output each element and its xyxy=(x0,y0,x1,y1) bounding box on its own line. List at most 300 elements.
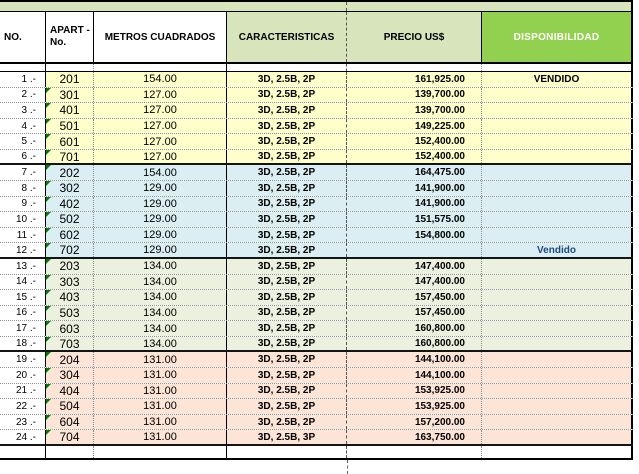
cell-no-text: 13 .- xyxy=(15,260,36,272)
table-row xyxy=(0,352,633,368)
cell-disponibilidad[interactable] xyxy=(482,415,633,430)
cell-apart-text: 203 xyxy=(59,259,80,274)
cell-precio-text: 153,925.00 xyxy=(414,400,465,412)
page-break-line xyxy=(347,460,348,474)
cell-precio-text: 157,450.00 xyxy=(414,291,465,303)
cell-apart-text: 501 xyxy=(59,119,80,134)
cell-caracteristicas[interactable] xyxy=(227,150,347,164)
cell-apart[interactable] xyxy=(46,352,94,367)
cell-no[interactable] xyxy=(0,415,46,430)
comment-indicator-icon xyxy=(46,197,51,202)
cell-metros-text: 134.00 xyxy=(143,260,177,273)
comment-indicator-icon xyxy=(46,321,51,326)
cell-disponibilidad[interactable] xyxy=(482,119,633,134)
cell-apart[interactable] xyxy=(46,415,94,430)
spacer-cell[interactable] xyxy=(94,64,227,71)
cell-apart-text: 202 xyxy=(59,165,80,180)
cell-disponibilidad[interactable] xyxy=(482,259,633,274)
cell-no[interactable] xyxy=(0,103,46,118)
cell-caracteristicas[interactable] xyxy=(227,165,347,180)
cell-disponibilidad[interactable] xyxy=(482,243,633,257)
cell-metros[interactable] xyxy=(94,150,227,164)
cell-precio-text: 139,700.00 xyxy=(414,104,465,116)
spacer-row-bottom xyxy=(0,446,633,460)
comment-indicator-icon xyxy=(46,275,51,280)
cell-metros[interactable] xyxy=(94,88,227,103)
comment-indicator-icon xyxy=(46,415,51,420)
table-row xyxy=(0,430,633,446)
top-strip-left xyxy=(0,2,347,11)
cell-metros-text: 131.00 xyxy=(143,353,177,366)
cell-precio[interactable] xyxy=(347,415,482,430)
table-row xyxy=(0,259,633,275)
cell-metros-text: 127.00 xyxy=(143,150,177,163)
cell-disponibilidad-text: VENDIDO xyxy=(533,73,580,85)
header-no[interactable]: NO. xyxy=(0,12,46,62)
cell-caracteristicas[interactable] xyxy=(227,368,347,383)
cell-apart-text: 602 xyxy=(59,228,80,243)
cell-no[interactable] xyxy=(0,321,46,336)
cell-metros-text: 129.00 xyxy=(143,197,177,210)
cell-metros-text: 129.00 xyxy=(143,244,177,257)
cell-precio[interactable] xyxy=(347,228,482,243)
cell-precio-text: 152,400.00 xyxy=(414,151,465,163)
cell-precio[interactable] xyxy=(347,337,482,351)
cell-no-text: 21 .- xyxy=(15,385,36,397)
cell-apart-text: 201 xyxy=(59,72,80,87)
cell-apart-text: 703 xyxy=(59,336,80,351)
cell-metros-text: 131.00 xyxy=(143,416,177,428)
header-disponibilidad[interactable]: DISPONIBILIDAD xyxy=(482,12,633,62)
cell-no[interactable] xyxy=(0,228,46,243)
cell-metros[interactable] xyxy=(94,134,227,149)
cell-disponibilidad[interactable] xyxy=(482,352,633,367)
table-row xyxy=(0,243,633,259)
cell-precio[interactable] xyxy=(347,88,482,103)
cell-metros[interactable] xyxy=(94,430,227,444)
cell-no-text: 15 .- xyxy=(15,291,36,303)
cell-caracteristicas-text: 3D, 2.5B, 2P xyxy=(257,198,316,210)
table-row xyxy=(0,181,633,197)
cell-caracteristicas[interactable] xyxy=(227,197,347,212)
cell-apart-text: 402 xyxy=(59,196,80,211)
spacer-cell[interactable] xyxy=(227,446,347,458)
cell-precio[interactable] xyxy=(347,275,482,290)
cell-disponibilidad[interactable] xyxy=(482,430,633,444)
table-row xyxy=(0,150,633,166)
spacer-cell[interactable] xyxy=(482,64,633,71)
cell-apart[interactable] xyxy=(46,197,94,212)
spacer-cell[interactable] xyxy=(94,446,227,458)
cell-metros-text: 134.00 xyxy=(143,322,177,335)
cell-caracteristicas-text: 3D, 2.5B, 2P xyxy=(257,323,316,335)
cell-precio-text: 151,575.00 xyxy=(414,213,465,225)
cell-caracteristicas[interactable] xyxy=(227,88,347,103)
cell-disponibilidad[interactable] xyxy=(482,321,633,336)
cell-precio-text: 147,400.00 xyxy=(414,260,465,272)
cell-caracteristicas[interactable] xyxy=(227,243,347,257)
comment-indicator-icon xyxy=(46,290,51,295)
cell-precio[interactable] xyxy=(347,103,482,118)
cell-precio[interactable] xyxy=(347,384,482,399)
cell-metros[interactable] xyxy=(94,399,227,414)
cell-no[interactable] xyxy=(0,150,46,164)
spacer-cell[interactable] xyxy=(347,446,482,458)
cell-caracteristicas[interactable] xyxy=(227,72,347,87)
cell-apart[interactable] xyxy=(46,430,94,444)
cell-precio[interactable] xyxy=(347,243,482,257)
cell-apart-text: 601 xyxy=(59,134,80,149)
cell-no[interactable] xyxy=(0,290,46,305)
cell-no[interactable] xyxy=(0,259,46,274)
cell-no-text: 11 .- xyxy=(16,229,36,241)
cell-no-text: 9 .- xyxy=(21,198,36,210)
cell-caracteristicas-text: 3D, 2.5B, 2P xyxy=(257,167,316,179)
cell-no-text: 3 .- xyxy=(21,104,36,116)
cell-metros[interactable] xyxy=(94,119,227,134)
cell-no-text: 10 .- xyxy=(15,213,36,225)
comment-indicator-icon xyxy=(46,103,51,108)
cell-caracteristicas-text: 3D, 2.5B, 2P xyxy=(257,244,316,256)
cell-no[interactable] xyxy=(0,368,46,383)
comment-indicator-icon xyxy=(46,243,51,248)
cell-metros[interactable] xyxy=(94,103,227,118)
header-row xyxy=(0,12,633,64)
cell-caracteristicas-text: 3D, 2.5B, 2P xyxy=(257,73,316,85)
cell-metros[interactable] xyxy=(94,165,227,180)
cell-precio[interactable] xyxy=(347,259,482,274)
table-row xyxy=(0,212,633,228)
cell-caracteristicas-text: 3D, 2.5B, 2P xyxy=(257,291,316,303)
cell-precio[interactable] xyxy=(347,150,482,164)
table-body xyxy=(0,72,639,446)
table-row xyxy=(0,228,633,244)
cell-disponibilidad[interactable] xyxy=(482,399,633,414)
cell-no-text: 5 .- xyxy=(21,136,36,148)
cell-no-text: 17 .- xyxy=(15,323,36,335)
cell-metros[interactable] xyxy=(94,212,227,227)
cell-precio[interactable] xyxy=(347,181,482,196)
cell-metros[interactable] xyxy=(94,337,227,351)
cell-no[interactable] xyxy=(0,243,46,257)
cell-apart[interactable] xyxy=(46,228,94,243)
cell-disponibilidad[interactable] xyxy=(482,275,633,290)
cell-disponibilidad[interactable] xyxy=(482,228,633,243)
comment-indicator-icon xyxy=(46,306,51,311)
cell-apart[interactable] xyxy=(46,165,94,180)
table-row xyxy=(0,337,633,353)
cell-disponibilidad[interactable] xyxy=(482,337,633,351)
cell-precio[interactable] xyxy=(347,134,482,149)
cell-no[interactable] xyxy=(0,165,46,180)
cell-apart[interactable] xyxy=(46,243,94,257)
cell-apart-text: 604 xyxy=(59,415,80,429)
cell-precio-text: 147,400.00 xyxy=(414,276,465,288)
cell-metros[interactable] xyxy=(94,352,227,367)
cell-metros-text: 129.00 xyxy=(143,213,177,226)
cell-caracteristicas[interactable] xyxy=(227,306,347,321)
table-row xyxy=(0,88,633,104)
cell-caracteristicas[interactable] xyxy=(227,103,347,118)
cell-apart[interactable] xyxy=(46,181,94,196)
cell-precio-text: 149,225.00 xyxy=(414,120,465,132)
top-strip xyxy=(0,0,633,12)
comment-indicator-icon xyxy=(46,337,51,342)
cell-metros[interactable] xyxy=(94,384,227,399)
cell-disponibilidad[interactable] xyxy=(482,384,633,399)
cell-apart-text: 704 xyxy=(59,430,80,444)
cell-precio-text: 144,100.00 xyxy=(414,354,465,366)
cell-caracteristicas-text: 3D, 2.5B, 2P xyxy=(257,385,316,397)
cell-apart-text: 701 xyxy=(59,149,80,164)
cell-metros[interactable] xyxy=(94,321,227,336)
cell-metros[interactable] xyxy=(94,415,227,430)
cell-precio[interactable] xyxy=(347,321,482,336)
cell-precio[interactable] xyxy=(347,430,482,444)
spacer-cell[interactable] xyxy=(46,64,94,71)
header-apart-line2: No. xyxy=(50,37,67,48)
cell-disponibilidad[interactable] xyxy=(482,72,633,87)
cell-caracteristicas[interactable] xyxy=(227,119,347,134)
cell-no[interactable] xyxy=(0,399,46,414)
cell-apart-text: 404 xyxy=(59,383,80,398)
cell-no-text: 23 .- xyxy=(15,416,36,428)
header-metros-cuadrados[interactable]: METROS CUADRADOS xyxy=(94,12,227,62)
spacer-row-top xyxy=(0,64,633,72)
cell-disponibilidad[interactable] xyxy=(482,290,633,305)
cell-no[interactable] xyxy=(0,384,46,399)
cell-apart[interactable] xyxy=(46,72,94,87)
cell-metros-text: 134.00 xyxy=(143,275,177,288)
cell-caracteristicas-text: 3D, 2.5B, 2P xyxy=(257,120,316,132)
table-row xyxy=(0,134,633,150)
header-apart-no[interactable] xyxy=(46,12,94,62)
spacer-cell[interactable] xyxy=(227,64,347,71)
header-caracteristicas[interactable]: CARACTERISTICAS xyxy=(227,12,347,62)
cell-disponibilidad-text: Vendido xyxy=(537,244,576,256)
cell-precio-text: 141,900.00 xyxy=(414,182,465,194)
cell-apart-text: 502 xyxy=(59,212,80,227)
cell-metros-text: 127.00 xyxy=(143,135,177,148)
cell-no[interactable] xyxy=(0,352,46,367)
cell-metros[interactable] xyxy=(94,243,227,257)
cell-disponibilidad[interactable] xyxy=(482,165,633,180)
cell-precio[interactable] xyxy=(347,165,482,180)
cell-precio[interactable] xyxy=(347,72,482,87)
cell-caracteristicas-text: 3D, 2.5B, 2P xyxy=(257,136,316,148)
cell-precio-text: 161,925.00 xyxy=(414,73,465,85)
cell-caracteristicas[interactable] xyxy=(227,321,347,336)
cell-caracteristicas[interactable] xyxy=(227,275,347,290)
cell-no[interactable] xyxy=(0,72,46,87)
cell-metros[interactable] xyxy=(94,181,227,196)
cell-no[interactable] xyxy=(0,119,46,134)
cell-caracteristicas[interactable] xyxy=(227,415,347,430)
cell-metros-text: 131.00 xyxy=(143,369,177,382)
header-precio[interactable]: PRECIO US$ xyxy=(347,12,482,62)
cell-no[interactable] xyxy=(0,181,46,196)
cell-apart[interactable] xyxy=(46,259,94,274)
spacer-cell[interactable] xyxy=(347,64,482,71)
cell-no-text: 22 .- xyxy=(15,400,36,412)
cell-caracteristicas-text: 3D, 2.5B, 2P xyxy=(257,260,316,272)
cell-apart-text: 303 xyxy=(59,274,80,289)
table-row xyxy=(0,119,633,135)
cell-caracteristicas[interactable] xyxy=(227,337,347,351)
cell-no-text: 12 .- xyxy=(15,244,36,256)
cell-metros[interactable] xyxy=(94,290,227,305)
cell-disponibilidad[interactable] xyxy=(482,212,633,227)
cell-precio-text: 139,700.00 xyxy=(414,89,465,101)
top-strip-right xyxy=(347,2,633,11)
cell-metros-text: 129.00 xyxy=(143,182,177,195)
cell-no[interactable] xyxy=(0,275,46,290)
cell-precio[interactable] xyxy=(347,368,482,383)
cell-metros[interactable] xyxy=(94,275,227,290)
comment-indicator-icon xyxy=(46,165,51,170)
cell-caracteristicas-text: 3D, 2.5B, 2P xyxy=(257,400,316,412)
cell-no-text: 24 .- xyxy=(15,431,36,443)
cell-apart[interactable] xyxy=(46,384,94,399)
spacer-cell[interactable] xyxy=(0,446,46,458)
table-row xyxy=(0,290,633,306)
table-row xyxy=(0,275,633,291)
comment-indicator-icon xyxy=(46,150,51,155)
cell-no-text: 18 .- xyxy=(15,338,36,350)
cell-caracteristicas[interactable] xyxy=(227,430,347,444)
cell-apart[interactable] xyxy=(46,368,94,383)
cell-apart-text: 603 xyxy=(59,321,80,336)
comment-indicator-icon xyxy=(46,259,51,264)
cell-no-text: 6 .- xyxy=(21,151,36,163)
cell-no-text: 16 .- xyxy=(15,307,36,319)
cell-disponibilidad[interactable] xyxy=(482,88,633,103)
cell-precio[interactable] xyxy=(347,119,482,134)
cell-caracteristicas-text: 3D, 2.5B, 2P xyxy=(257,213,316,225)
cell-caracteristicas[interactable] xyxy=(227,384,347,399)
cell-precio[interactable] xyxy=(347,212,482,227)
cell-apart[interactable] xyxy=(46,150,94,164)
cell-metros[interactable] xyxy=(94,228,227,243)
cell-apart-text: 304 xyxy=(59,368,80,383)
cell-disponibilidad[interactable] xyxy=(482,181,633,196)
comment-indicator-icon xyxy=(46,384,51,389)
cell-no[interactable] xyxy=(0,306,46,321)
cell-caracteristicas[interactable] xyxy=(227,352,347,367)
cell-disponibilidad[interactable] xyxy=(482,368,633,383)
comment-indicator-icon xyxy=(46,88,51,93)
cell-no-text: 7 .- xyxy=(21,167,36,179)
cell-apart[interactable] xyxy=(46,306,94,321)
cell-caracteristicas[interactable] xyxy=(227,399,347,414)
cell-apart[interactable] xyxy=(46,337,94,351)
cell-disponibilidad[interactable] xyxy=(482,306,633,321)
cell-metros-text: 134.00 xyxy=(143,291,177,304)
cell-apart[interactable] xyxy=(46,321,94,336)
spacer-cell[interactable] xyxy=(46,446,94,458)
cell-apart-text: 302 xyxy=(59,181,80,196)
cell-apart[interactable] xyxy=(46,212,94,227)
cell-metros-text: 154.00 xyxy=(143,166,177,179)
cell-no[interactable] xyxy=(0,134,46,149)
cell-precio-text: 163,750.00 xyxy=(414,431,465,443)
cell-no-text: 20 .- xyxy=(15,369,36,381)
cell-apart-text: 301 xyxy=(59,87,80,102)
cell-apart[interactable] xyxy=(46,119,94,134)
cell-apart[interactable] xyxy=(46,399,94,414)
comment-indicator-icon xyxy=(46,352,51,357)
table-row xyxy=(0,321,633,337)
cell-caracteristicas[interactable] xyxy=(227,134,347,149)
cell-metros[interactable] xyxy=(94,72,227,87)
cell-metros[interactable] xyxy=(94,259,227,274)
cell-caracteristicas[interactable] xyxy=(227,259,347,274)
table-row xyxy=(0,399,633,415)
cell-apart[interactable] xyxy=(46,290,94,305)
spacer-cell[interactable] xyxy=(482,446,633,458)
cell-no[interactable] xyxy=(0,430,46,444)
cell-caracteristicas-text: 3D, 2.5B, 2P xyxy=(257,229,316,241)
cell-no[interactable] xyxy=(0,212,46,227)
cell-precio[interactable] xyxy=(347,197,482,212)
cell-apart[interactable] xyxy=(46,103,94,118)
cell-metros[interactable] xyxy=(94,368,227,383)
cell-precio-text: 164,475.00 xyxy=(414,167,465,179)
comment-indicator-icon xyxy=(46,368,51,373)
cell-apart[interactable] xyxy=(46,88,94,103)
cell-metros-text: 131.00 xyxy=(143,384,177,397)
table-row xyxy=(0,415,633,431)
cell-caracteristicas-text: 3D, 2.5B, 2P xyxy=(257,151,316,163)
cell-precio-text: 144,100.00 xyxy=(414,369,465,381)
cell-metros[interactable] xyxy=(94,197,227,212)
table-row xyxy=(0,165,633,181)
cell-apart-text: 403 xyxy=(59,290,80,305)
cell-precio[interactable] xyxy=(347,290,482,305)
cell-metros-text: 134.00 xyxy=(143,337,177,350)
cell-precio[interactable] xyxy=(347,399,482,414)
cell-metros[interactable] xyxy=(94,306,227,321)
cell-caracteristicas-text: 3D, 2.5B, 2P xyxy=(257,369,316,381)
cell-disponibilidad[interactable] xyxy=(482,134,633,149)
cell-disponibilidad[interactable] xyxy=(482,197,633,212)
comment-indicator-icon xyxy=(46,181,51,186)
cell-apart[interactable] xyxy=(46,275,94,290)
spacer-cell[interactable] xyxy=(0,64,46,71)
cell-disponibilidad[interactable] xyxy=(482,150,633,164)
cell-no[interactable] xyxy=(0,197,46,212)
cell-caracteristicas[interactable] xyxy=(227,181,347,196)
cell-no-text: 8 .- xyxy=(21,182,36,194)
cell-precio[interactable] xyxy=(347,352,482,367)
cell-metros-text: 131.00 xyxy=(143,431,177,444)
cell-no[interactable] xyxy=(0,337,46,351)
cell-disponibilidad[interactable] xyxy=(482,103,633,118)
cell-apart[interactable] xyxy=(46,134,94,149)
comment-indicator-icon xyxy=(46,228,51,233)
cell-no[interactable] xyxy=(0,88,46,103)
comment-indicator-icon xyxy=(46,212,51,217)
cell-caracteristicas-text: 3D, 2.5B, 2P xyxy=(257,276,316,288)
table-row xyxy=(0,384,633,400)
cell-caracteristicas[interactable] xyxy=(227,290,347,305)
cell-caracteristicas[interactable] xyxy=(227,228,347,243)
cell-caracteristicas-text: 3D, 2.5B, 2P xyxy=(257,354,316,366)
cell-precio[interactable] xyxy=(347,306,482,321)
cell-caracteristicas[interactable] xyxy=(227,212,347,227)
cell-caracteristicas-text: 3D, 2.5B, 2P xyxy=(257,182,316,194)
table-row xyxy=(0,197,633,213)
